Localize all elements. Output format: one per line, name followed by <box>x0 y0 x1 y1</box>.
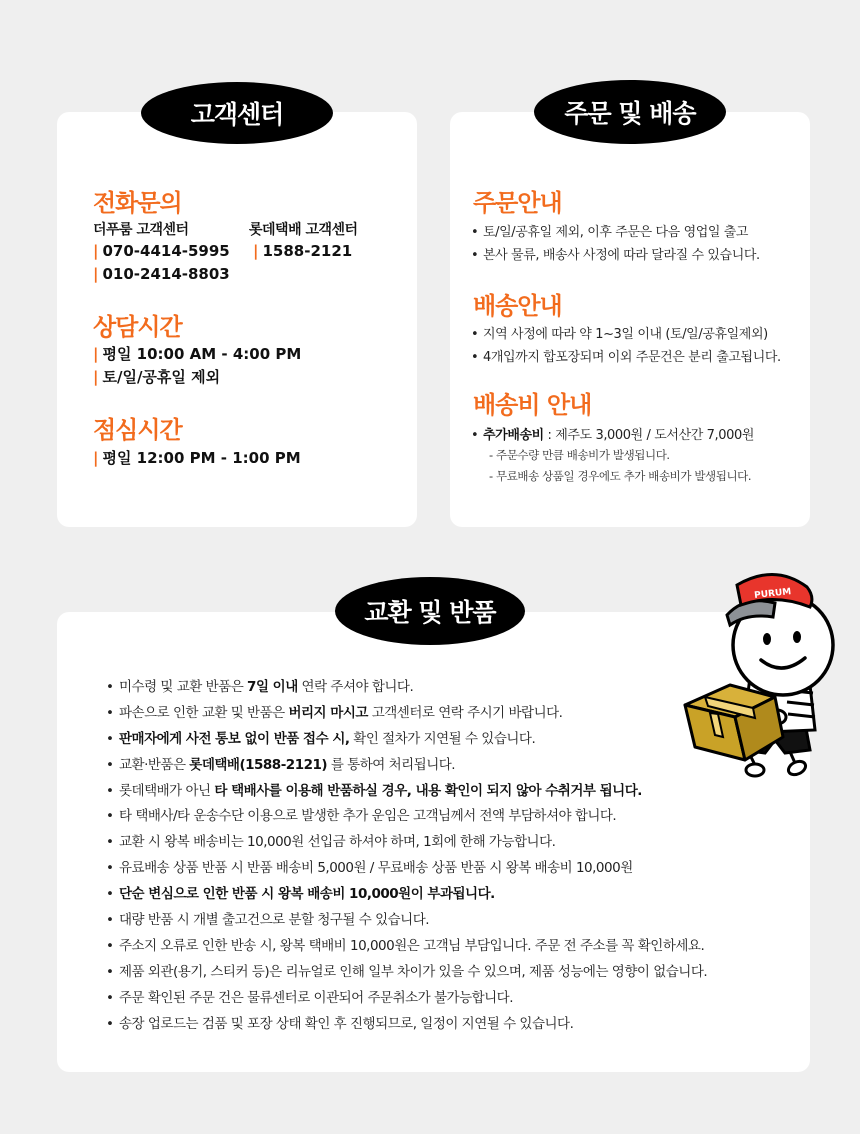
fee-note-2: - 무료배송 상품일 경우에도 추가 배송비가 발생됩니다. <box>489 469 752 483</box>
dupurum-label: 더푸룸 고객센터 <box>93 222 189 238</box>
fee-item: • 추가배송비 : 제주도 3,000원 / 도서산간 7,000원 <box>471 428 755 443</box>
exchange-return-title: 교환 및 반품 <box>335 577 525 645</box>
lotte-label: 롯데택배 고객센터 <box>249 222 358 238</box>
mascot-foot-left <box>746 764 764 776</box>
consult-holiday: | 토/일/공휴일 제외 <box>93 368 221 386</box>
list-item: • 주문 확인된 주문 건은 물류센터로 이관되어 주문취소가 불가능합니다. <box>106 989 514 1006</box>
list-item: • 송장 업로드는 검품 및 포장 상태 확인 후 진행되므로, 일정이 지연될 수 있습니다. <box>106 1015 574 1032</box>
order-item-1: • 토/일/공휴일 제외, 이후 주문은 다음 영업일 출고 <box>471 225 749 240</box>
dupurum-phone-2[interactable]: | 010-2414-8803 <box>93 265 230 283</box>
list-item: • 유료배송 상품 반품 시 반품 배송비 5,000원 / 무료배송 상품 반품 시 왕복 배송비 10,000원 <box>106 860 633 877</box>
shipping-item-2: • 4개입까지 합포장되며 이외 주문건은 분리 출고됩니다. <box>471 350 781 365</box>
shipping-item-1: • 지역 사정에 따라 약 1~3일 이내 (토/일/공휴일제외) <box>471 327 768 342</box>
list-item: • 주소지 오류로 인한 반송 시, 왕복 택배비 10,000원은 고객님 부담입니다. 주문 전 주소를 꼭 확인하세요. <box>106 937 705 954</box>
order-shipping-title: 주문 및 배송 <box>534 80 726 144</box>
lotte-phone[interactable]: | 1588-2121 <box>253 242 353 260</box>
mascot-cap-text: PURUM <box>753 587 792 601</box>
mascot-foot-right <box>786 759 807 777</box>
list-item: • 단순 변심으로 인한 반품 시 왕복 배송비 10,000원이 부과됩니다. <box>106 886 495 903</box>
list-item: • 교환 시 왕복 배송비는 10,000원 선입금 하셔야 하며, 1회에 한해 가능합니다. <box>106 834 556 851</box>
fee-note-1: - 주문수량 만큼 배송비가 발생됩니다. <box>489 448 670 462</box>
lunch-heading: 점심시간 <box>93 416 182 444</box>
list-item: • 대량 반품 시 개별 출고건으로 분할 청구될 수 있습니다. <box>106 912 430 929</box>
list-item: • 롯데택배가 아닌 타 택배사를 이용해 반품하실 경우, 내용 확인이 되지 않아 수취거부 됩니다. <box>106 782 642 799</box>
order-item-2: • 본사 물류, 배송사 사정에 따라 달라질 수 있습니다. <box>471 248 760 263</box>
list-item: • 교환·반품은 롯데택배(1588-2121) 를 통하여 처리됩니다. <box>106 756 456 773</box>
lunch-time: | 평일 12:00 PM - 1:00 PM <box>93 449 301 467</box>
list-item: • 파손으로 인한 교환 및 반품은 버리지 마시고 고객센터로 연락 주시기 바랍니다. <box>106 704 563 721</box>
mascot-eye-left <box>763 633 771 645</box>
phone-heading: 전화문의 <box>93 189 182 217</box>
list-item: • 미수령 및 교환 반품은 7일 이내 연락 주셔야 합니다. <box>106 679 414 695</box>
shipping-heading: 배송안내 <box>473 292 562 320</box>
mascot-eye-right <box>793 631 801 643</box>
list-item: • 제품 외관(용기, 스티커 등)은 리뉴얼로 인해 일부 차이가 있을 수 있으며, 제품 성능에는 영향이 없습니다. <box>106 963 708 980</box>
list-item: • 판매자에게 사전 통보 없이 반품 접수 시, 확인 절차가 지연될 수 있습니다. <box>106 730 536 747</box>
dupurum-phone-1[interactable]: | 070-4414-5995 <box>93 242 230 260</box>
order-heading: 주문안내 <box>473 189 562 217</box>
customer-center-title: 고객센터 <box>141 82 333 144</box>
mascot-illustration <box>675 565 845 785</box>
list-item: • 타 택배사/타 운송수단 이용으로 발생한 추가 운임은 고객님께서 전액 부담하셔야 합니다. <box>106 808 617 825</box>
exchange-return-list <box>106 676 707 1038</box>
fee-heading: 배송비 안내 <box>473 391 592 419</box>
consult-heading: 상담시간 <box>93 313 182 341</box>
consult-weekday: | 평일 10:00 AM - 4:00 PM <box>93 345 302 363</box>
